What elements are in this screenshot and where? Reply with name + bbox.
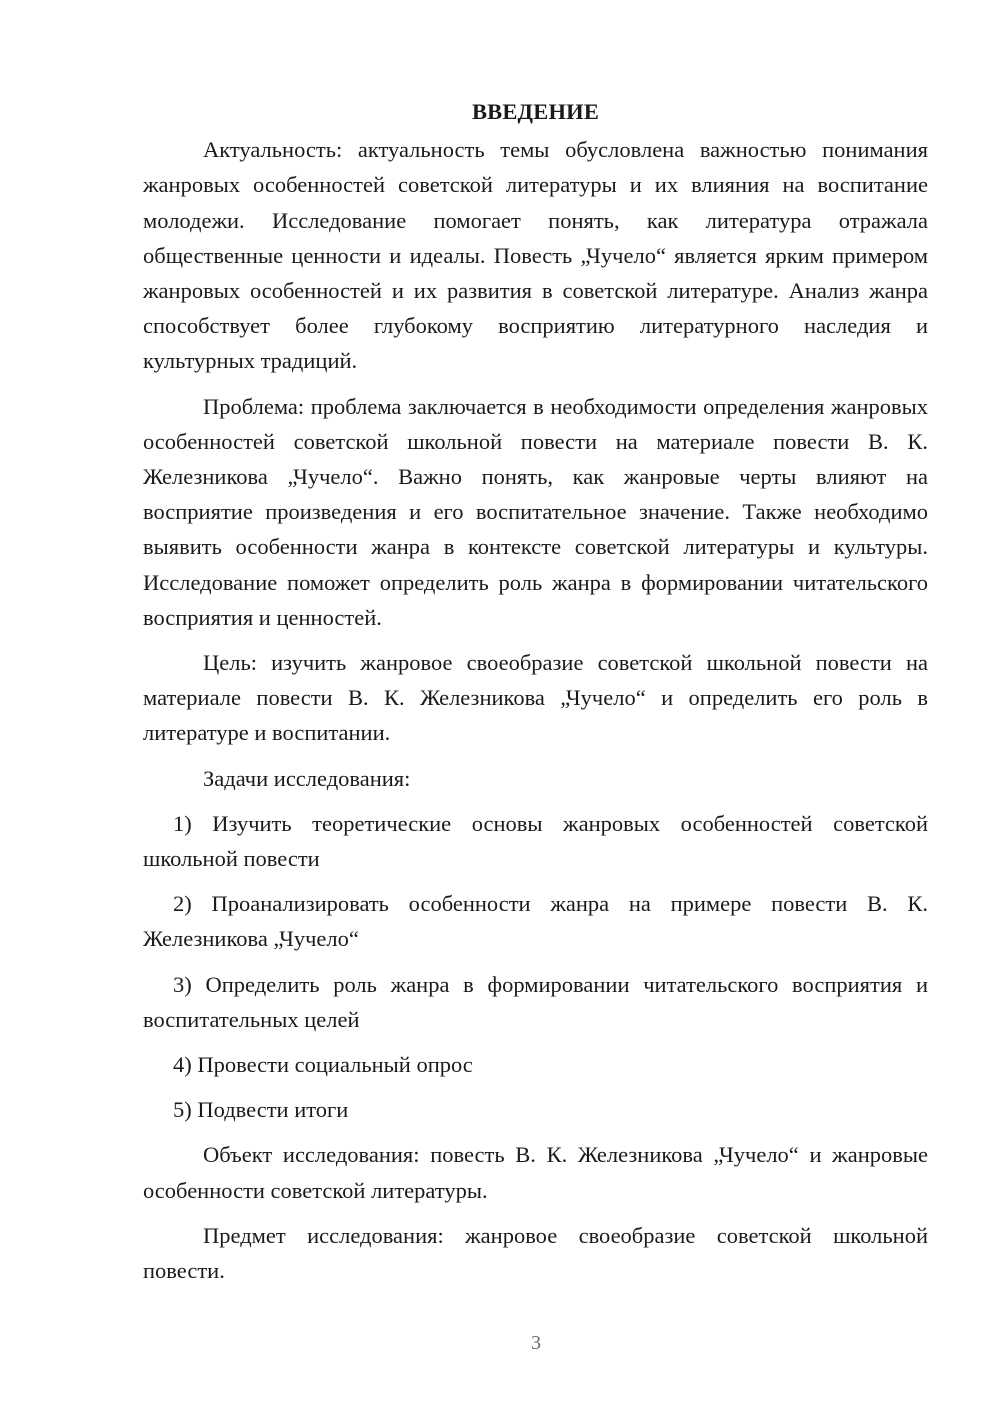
paragraph-subject: Предмет исследования: жанровое своеобразие советской школьной повести.: [143, 1222, 928, 1284]
task-item: 3) Определить роль жанра в формировании читательского восприятия и воспитательных целей: [143, 971, 928, 1032]
task-item: 2) Проанализировать особенности жанра на примере повести В. К. Железникова „Чучело“: [143, 891, 928, 952]
paragraph-goal: Цель: изучить жанровое своеобразие советской школьной повести на материале повести В. К. Железникова „Чучело“ и определить его роль в литературе и воспитании.: [143, 650, 928, 746]
task-item: 5) Подвести итоги: [173, 1097, 349, 1123]
paragraph-relevance: Актуальность: актуальность темы обусловлена важностью понимания жанровых особенностей советской литературы и их влияния на воспитание молодежи. Исследование помогает понять, как литература отражала общественные ценности и идеалы. Повесть „Чучело“ является ярким примером жанровых особенностей и их развития в советской литературе. Анализ жанра способствует более глубокому восприятию литературного наследия и культурных традиций.: [143, 137, 928, 374]
tasks-heading: Задачи исследования:: [203, 765, 411, 791]
page-number: 3: [531, 1332, 541, 1354]
section-title: ВВЕДЕНИЕ: [471, 99, 600, 124]
page-content: [143, 94, 928, 1298]
paragraph-object: Объект исследования: повесть В. К. Железникова „Чучело“ и жанровые особенности советской литературы.: [143, 1142, 928, 1203]
task-item: 4) Провести социальный опрос: [173, 1052, 473, 1078]
task-item: 1) Изучить теоретические основы жанровых особенностей советской школьной повести: [143, 810, 928, 872]
paragraph-problem: Проблема: проблема заключается в необходимости определения жанровых особенностей советской школьной повести на материале повести В. К. Железникова „Чучело“. Важно понять, как жанровые черты влияют на восприятие произведения и его воспитательное значение. Также необходимо выявить особенности жанра в контексте советской литературы и культуры. Исследование поможет определить роль жанра в формировании читательского восприятия и ценностей.: [143, 393, 928, 630]
